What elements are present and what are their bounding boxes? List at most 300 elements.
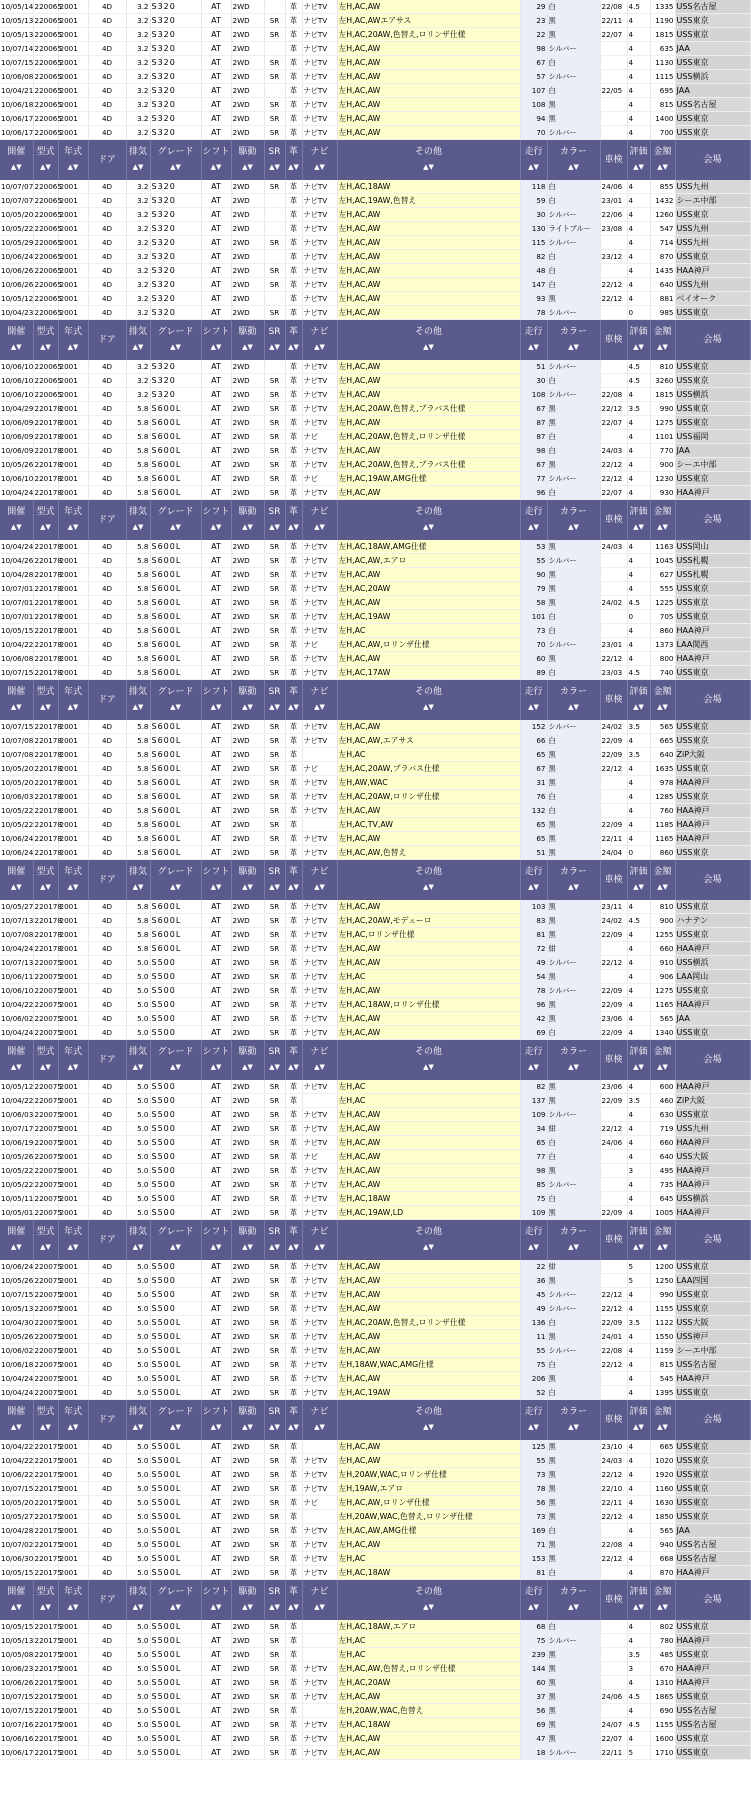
sort-arrows-icon[interactable]: ▲▼ [314,163,325,171]
col-mileage-header[interactable] [520,1400,547,1441]
table-row[interactable] [0,84,750,98]
col-drive-header[interactable] [231,1040,264,1081]
col-leather-header[interactable] [285,860,302,901]
sort-arrows-icon[interactable]: ▲▼ [633,1243,644,1251]
col-year-header[interactable] [58,1580,88,1621]
sort-arrows-icon[interactable]: ▲▼ [10,883,22,891]
col-mileage-header[interactable] [520,500,547,541]
sort-arrows-icon[interactable]: ▲▼ [242,1063,253,1071]
table-row[interactable] [0,610,750,624]
col-year-header[interactable] [58,500,88,541]
col-score-header[interactable] [627,1580,650,1621]
sort-arrows-icon[interactable]: ▲▼ [568,523,579,531]
col-price-header[interactable] [650,140,675,181]
table-row[interactable] [0,1344,750,1358]
sort-arrows-icon[interactable]: ▲▼ [314,1243,325,1251]
col-score-header[interactable] [627,320,650,361]
table-row[interactable] [0,638,750,652]
table-row[interactable] [0,1288,750,1302]
col-shift-header[interactable] [201,140,231,181]
table-row[interactable] [0,28,750,42]
sort-arrows-icon[interactable]: ▲▼ [423,703,434,711]
col-model-header[interactable] [33,1400,58,1441]
table-row[interactable] [0,1440,750,1454]
sort-arrows-icon[interactable]: ▲▼ [210,343,222,351]
table-row[interactable] [0,790,750,804]
col-color-header[interactable] [547,1220,600,1261]
table-row[interactable] [0,1454,750,1468]
col-model-header[interactable] [33,320,58,361]
col-year-header[interactable] [58,680,88,721]
sort-arrows-icon[interactable]: ▲▼ [170,1423,181,1431]
table-row[interactable] [0,762,750,776]
col-shift-header[interactable] [201,1400,231,1441]
table-row[interactable] [0,208,750,222]
col-leather-header[interactable] [285,320,302,361]
table-row[interactable] [0,734,750,748]
table-row[interactable] [0,0,750,14]
col-options-header[interactable] [337,500,520,541]
col-navi-header[interactable] [302,860,337,901]
col-year-header[interactable] [58,1220,88,1261]
sort-arrows-icon[interactable]: ▲▼ [528,703,539,711]
col-shift-header[interactable] [201,680,231,721]
table-row[interactable] [0,1662,750,1676]
sort-arrows-icon[interactable]: ▲▼ [314,703,325,711]
col-drive-header[interactable] [231,140,264,181]
table-row[interactable] [0,720,750,734]
sort-arrows-icon[interactable]: ▲▼ [40,703,51,711]
col-mileage-header[interactable] [520,1040,547,1081]
col-sunroof-header[interactable] [264,1580,285,1621]
col-options-header[interactable] [337,1040,520,1081]
sort-arrows-icon[interactable]: ▲▼ [242,343,253,351]
col-options-header[interactable] [337,680,520,721]
sort-arrows-icon[interactable]: ▲▼ [657,1243,668,1251]
col-grade-header[interactable] [150,1580,201,1621]
sort-arrows-icon[interactable]: ▲▼ [528,523,539,531]
table-row[interactable] [0,222,750,236]
sort-arrows-icon[interactable]: ▲▼ [67,1423,79,1431]
sort-arrows-icon[interactable]: ▲▼ [10,1423,22,1431]
col-model-header[interactable] [33,680,58,721]
sort-arrows-icon[interactable]: ▲▼ [170,703,181,711]
table-row[interactable] [0,1690,750,1704]
sort-arrows-icon[interactable]: ▲▼ [269,523,280,531]
sort-arrows-icon[interactable]: ▲▼ [528,1423,539,1431]
col-sunroof-header[interactable] [264,860,285,901]
sort-arrows-icon[interactable]: ▲▼ [210,1063,222,1071]
sort-arrows-icon[interactable]: ▲▼ [288,343,299,351]
col-drive-header[interactable] [231,320,264,361]
col-score-header[interactable] [627,1220,650,1261]
sort-arrows-icon[interactable]: ▲▼ [67,523,79,531]
table-row[interactable] [0,956,750,970]
sort-arrows-icon[interactable]: ▲▼ [568,1063,579,1071]
sort-arrows-icon[interactable]: ▲▼ [210,1243,222,1251]
sort-arrows-icon[interactable]: ▲▼ [40,343,51,351]
col-shift-header[interactable] [201,860,231,901]
col-drive-header[interactable] [231,500,264,541]
col-model-header[interactable] [33,1040,58,1081]
sort-arrows-icon[interactable]: ▲▼ [314,1063,325,1071]
col-leather-header[interactable] [285,500,302,541]
sort-arrows-icon[interactable]: ▲▼ [67,1243,79,1251]
sort-arrows-icon[interactable]: ▲▼ [269,703,280,711]
sort-arrows-icon[interactable]: ▲▼ [10,523,22,531]
sort-arrows-icon[interactable]: ▲▼ [568,1423,579,1431]
col-leather-header[interactable] [285,1040,302,1081]
sort-arrows-icon[interactable]: ▲▼ [314,523,325,531]
col-score-header[interactable] [627,1400,650,1441]
col-grade-header[interactable] [150,1400,201,1441]
table-row[interactable] [0,1510,750,1524]
sort-arrows-icon[interactable]: ▲▼ [210,883,222,891]
sort-arrows-icon[interactable]: ▲▼ [67,883,79,891]
table-row[interactable] [0,194,750,208]
col-model-header[interactable] [33,860,58,901]
col-navi-header[interactable] [302,320,337,361]
table-row[interactable] [0,900,750,914]
table-row[interactable] [0,1192,750,1206]
sort-arrows-icon[interactable]: ▲▼ [269,1603,280,1611]
table-row[interactable] [0,1178,750,1192]
table-row[interactable] [0,1648,750,1662]
col-price-header[interactable] [650,500,675,541]
sort-arrows-icon[interactable]: ▲▼ [40,1603,51,1611]
sort-arrows-icon[interactable]: ▲▼ [67,1603,79,1611]
sort-arrows-icon[interactable]: ▲▼ [423,1603,434,1611]
sort-arrows-icon[interactable]: ▲▼ [10,703,22,711]
sort-arrows-icon[interactable]: ▲▼ [210,163,222,171]
table-row[interactable] [0,1330,750,1344]
table-row[interactable] [0,444,750,458]
col-drive-header[interactable] [231,680,264,721]
col-leather-header[interactable] [285,1580,302,1621]
table-row[interactable] [0,804,750,818]
sort-arrows-icon[interactable]: ▲▼ [528,883,539,891]
sort-arrows-icon[interactable]: ▲▼ [132,1243,144,1251]
sort-arrows-icon[interactable]: ▲▼ [657,343,668,351]
col-displacement-header[interactable] [126,320,150,361]
sort-arrows-icon[interactable]: ▲▼ [40,1063,51,1071]
col-color-header[interactable] [547,680,600,721]
sort-arrows-icon[interactable]: ▲▼ [314,343,325,351]
col-shift-header[interactable] [201,320,231,361]
table-row[interactable] [0,846,750,860]
sort-arrows-icon[interactable]: ▲▼ [269,163,280,171]
col-price-header[interactable] [650,1220,675,1261]
sort-arrows-icon[interactable]: ▲▼ [657,883,668,891]
col-grade-header[interactable] [150,1220,201,1261]
sort-arrows-icon[interactable]: ▲▼ [132,1423,144,1431]
col-year-header[interactable] [58,1400,88,1441]
table-row[interactable] [0,360,750,374]
sort-arrows-icon[interactable]: ▲▼ [40,883,51,891]
sort-arrows-icon[interactable]: ▲▼ [132,343,144,351]
table-row[interactable] [0,1302,750,1316]
col-date-header[interactable] [0,1400,33,1441]
sort-arrows-icon[interactable]: ▲▼ [132,1603,144,1611]
sort-arrows-icon[interactable]: ▲▼ [10,1063,22,1071]
table-row[interactable] [0,540,750,554]
table-row[interactable] [0,264,750,278]
col-price-header[interactable] [650,680,675,721]
col-price-header[interactable] [650,1580,675,1621]
table-row[interactable] [0,568,750,582]
col-model-header[interactable] [33,140,58,181]
col-displacement-header[interactable] [126,500,150,541]
sort-arrows-icon[interactable]: ▲▼ [67,343,79,351]
table-row[interactable] [0,1122,750,1136]
col-options-header[interactable] [337,1400,520,1441]
table-row[interactable] [0,292,750,306]
col-navi-header[interactable] [302,500,337,541]
sort-arrows-icon[interactable]: ▲▼ [40,1423,51,1431]
sort-arrows-icon[interactable]: ▲▼ [269,883,280,891]
table-row[interactable] [0,554,750,568]
table-row[interactable] [0,582,750,596]
col-leather-header[interactable] [285,140,302,181]
col-sunroof-header[interactable] [264,1040,285,1081]
sort-arrows-icon[interactable]: ▲▼ [568,343,579,351]
sort-arrows-icon[interactable]: ▲▼ [423,1063,434,1071]
table-row[interactable] [0,596,750,610]
sort-arrows-icon[interactable]: ▲▼ [314,1603,325,1611]
col-displacement-header[interactable] [126,680,150,721]
table-row[interactable] [0,112,750,126]
table-row[interactable] [0,1372,750,1386]
table-row[interactable] [0,1704,750,1718]
sort-arrows-icon[interactable]: ▲▼ [170,1603,181,1611]
sort-arrows-icon[interactable]: ▲▼ [314,1423,325,1431]
table-row[interactable] [0,374,750,388]
col-options-header[interactable] [337,1580,520,1621]
sort-arrows-icon[interactable]: ▲▼ [288,883,299,891]
table-row[interactable] [0,1746,750,1760]
table-row[interactable] [0,56,750,70]
col-date-header[interactable] [0,1040,33,1081]
sort-arrows-icon[interactable]: ▲▼ [170,1243,181,1251]
sort-arrows-icon[interactable]: ▲▼ [288,1603,299,1611]
table-row[interactable] [0,250,750,264]
sort-arrows-icon[interactable]: ▲▼ [210,1423,222,1431]
sort-arrows-icon[interactable]: ▲▼ [657,703,668,711]
table-row[interactable] [0,126,750,140]
sort-arrows-icon[interactable]: ▲▼ [132,703,144,711]
sort-arrows-icon[interactable]: ▲▼ [67,703,79,711]
col-score-header[interactable] [627,680,650,721]
sort-arrows-icon[interactable]: ▲▼ [288,523,299,531]
table-row[interactable] [0,1552,750,1566]
table-row[interactable] [0,1136,750,1150]
table-row[interactable] [0,1150,750,1164]
col-color-header[interactable] [547,1040,600,1081]
table-row[interactable] [0,1358,750,1372]
table-row[interactable] [0,486,750,500]
sort-arrows-icon[interactable]: ▲▼ [242,163,253,171]
col-date-header[interactable] [0,1220,33,1261]
sort-arrows-icon[interactable]: ▲▼ [568,703,579,711]
table-row[interactable] [0,818,750,832]
sort-arrows-icon[interactable]: ▲▼ [269,1243,280,1251]
col-options-header[interactable] [337,320,520,361]
col-year-header[interactable] [58,320,88,361]
col-grade-header[interactable] [150,680,201,721]
table-row[interactable] [0,388,750,402]
table-row[interactable] [0,1026,750,1040]
col-drive-header[interactable] [231,1580,264,1621]
col-leather-header[interactable] [285,1400,302,1441]
col-sunroof-header[interactable] [264,1220,285,1261]
sort-arrows-icon[interactable]: ▲▼ [314,883,325,891]
sort-arrows-icon[interactable]: ▲▼ [568,1603,579,1611]
col-leather-header[interactable] [285,680,302,721]
table-row[interactable] [0,402,750,416]
table-row[interactable] [0,1496,750,1510]
table-row[interactable] [0,666,750,680]
table-row[interactable] [0,458,750,472]
table-row[interactable] [0,1094,750,1108]
col-grade-header[interactable] [150,140,201,181]
table-row[interactable] [0,1634,750,1648]
sort-arrows-icon[interactable]: ▲▼ [633,703,644,711]
sort-arrows-icon[interactable]: ▲▼ [242,1603,253,1611]
sort-arrows-icon[interactable]: ▲▼ [423,163,434,171]
table-row[interactable] [0,236,750,250]
sort-arrows-icon[interactable]: ▲▼ [528,163,539,171]
sort-arrows-icon[interactable]: ▲▼ [170,883,181,891]
col-color-header[interactable] [547,1400,600,1441]
table-row[interactable] [0,1524,750,1538]
sort-arrows-icon[interactable]: ▲▼ [657,1603,668,1611]
sort-arrows-icon[interactable]: ▲▼ [67,163,79,171]
table-row[interactable] [0,1676,750,1690]
sort-arrows-icon[interactable]: ▲▼ [528,1243,539,1251]
col-sunroof-header[interactable] [264,140,285,181]
table-row[interactable] [0,278,750,292]
table-row[interactable] [0,180,750,194]
sort-arrows-icon[interactable]: ▲▼ [633,1603,644,1611]
col-date-header[interactable] [0,860,33,901]
table-row[interactable] [0,832,750,846]
sort-arrows-icon[interactable]: ▲▼ [423,883,434,891]
table-row[interactable] [0,1386,750,1400]
col-score-header[interactable] [627,1040,650,1081]
col-date-header[interactable] [0,140,33,181]
table-row[interactable] [0,748,750,762]
table-row[interactable] [0,70,750,84]
table-row[interactable] [0,14,750,28]
col-color-header[interactable] [547,1580,600,1621]
table-row[interactable] [0,1206,750,1220]
col-mileage-header[interactable] [520,1580,547,1621]
sort-arrows-icon[interactable]: ▲▼ [568,1243,579,1251]
sort-arrows-icon[interactable]: ▲▼ [132,523,144,531]
col-displacement-header[interactable] [126,140,150,181]
table-row[interactable] [0,306,750,320]
sort-arrows-icon[interactable]: ▲▼ [132,883,144,891]
col-displacement-header[interactable] [126,860,150,901]
sort-arrows-icon[interactable]: ▲▼ [423,343,434,351]
col-mileage-header[interactable] [520,140,547,181]
col-score-header[interactable] [627,500,650,541]
col-date-header[interactable] [0,680,33,721]
col-mileage-header[interactable] [520,680,547,721]
table-row[interactable] [0,472,750,486]
col-drive-header[interactable] [231,860,264,901]
col-model-header[interactable] [33,1220,58,1261]
sort-arrows-icon[interactable]: ▲▼ [288,1243,299,1251]
table-row[interactable] [0,970,750,984]
table-row[interactable] [0,942,750,956]
table-row[interactable] [0,1538,750,1552]
sort-arrows-icon[interactable]: ▲▼ [242,703,253,711]
sort-arrows-icon[interactable]: ▲▼ [170,523,181,531]
sort-arrows-icon[interactable]: ▲▼ [40,1243,51,1251]
sort-arrows-icon[interactable]: ▲▼ [633,523,644,531]
sort-arrows-icon[interactable]: ▲▼ [528,1063,539,1071]
col-displacement-header[interactable] [126,1580,150,1621]
table-row[interactable] [0,928,750,942]
sort-arrows-icon[interactable]: ▲▼ [170,1063,181,1071]
sort-arrows-icon[interactable]: ▲▼ [269,1063,280,1071]
table-row[interactable] [0,98,750,112]
table-row[interactable] [0,1080,750,1094]
table-row[interactable] [0,1468,750,1482]
col-grade-header[interactable] [150,320,201,361]
sort-arrows-icon[interactable]: ▲▼ [170,343,181,351]
col-displacement-header[interactable] [126,1400,150,1441]
table-row[interactable] [0,1482,750,1496]
sort-arrows-icon[interactable]: ▲▼ [288,163,299,171]
sort-arrows-icon[interactable]: ▲▼ [657,163,668,171]
sort-arrows-icon[interactable]: ▲▼ [10,163,22,171]
sort-arrows-icon[interactable]: ▲▼ [633,1063,644,1071]
sort-arrows-icon[interactable]: ▲▼ [288,1063,299,1071]
col-year-header[interactable] [58,140,88,181]
table-row[interactable] [0,1316,750,1330]
col-year-header[interactable] [58,860,88,901]
col-score-header[interactable] [627,860,650,901]
sort-arrows-icon[interactable]: ▲▼ [633,1423,644,1431]
sort-arrows-icon[interactable]: ▲▼ [242,523,253,531]
col-navi-header[interactable] [302,680,337,721]
sort-arrows-icon[interactable]: ▲▼ [633,883,644,891]
col-sunroof-header[interactable] [264,500,285,541]
table-row[interactable] [0,1620,750,1634]
col-displacement-header[interactable] [126,1040,150,1081]
sort-arrows-icon[interactable]: ▲▼ [242,1423,253,1431]
col-color-header[interactable] [547,320,600,361]
col-shift-header[interactable] [201,500,231,541]
col-price-header[interactable] [650,1400,675,1441]
col-navi-header[interactable] [302,1400,337,1441]
col-mileage-header[interactable] [520,1220,547,1261]
table-row[interactable] [0,1274,750,1288]
sort-arrows-icon[interactable]: ▲▼ [269,1423,280,1431]
col-options-header[interactable] [337,860,520,901]
table-row[interactable] [0,416,750,430]
col-price-header[interactable] [650,1040,675,1081]
col-navi-header[interactable] [302,140,337,181]
col-date-header[interactable] [0,1580,33,1621]
col-date-header[interactable] [0,320,33,361]
col-grade-header[interactable] [150,500,201,541]
col-options-header[interactable] [337,140,520,181]
sort-arrows-icon[interactable]: ▲▼ [288,1423,299,1431]
sort-arrows-icon[interactable]: ▲▼ [170,163,181,171]
